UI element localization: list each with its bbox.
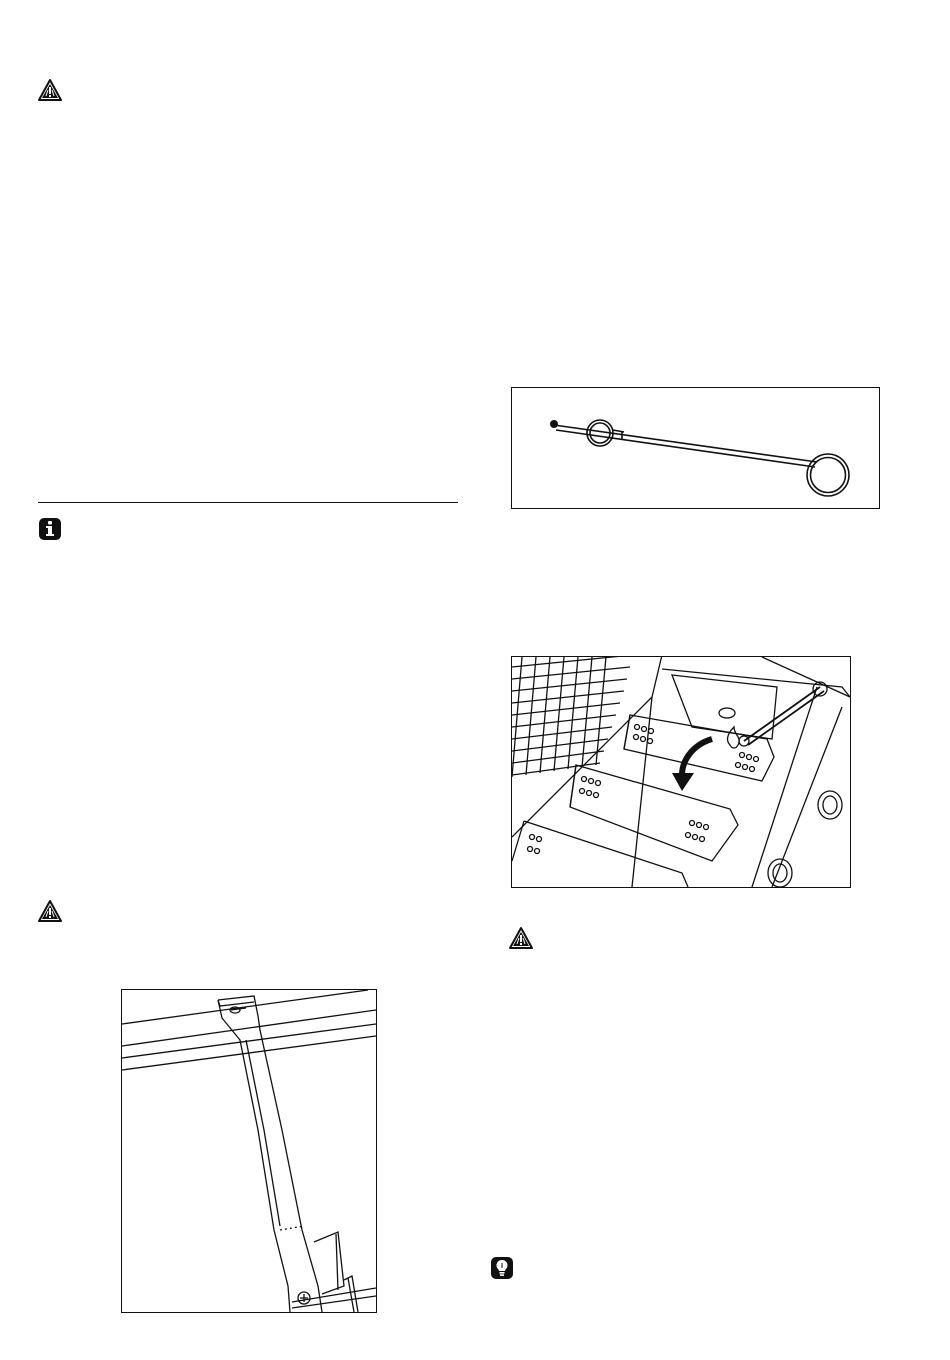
burner-tube-figure [121, 989, 377, 1313]
info-icon [38, 517, 62, 541]
section-divider [38, 502, 458, 503]
flame-tamer-install-figure [511, 656, 851, 888]
warning-triangle-icon [38, 78, 62, 102]
warning-triangle-icon [509, 926, 533, 950]
warning-triangle-icon [38, 899, 62, 923]
igniter-wire-figure [511, 387, 880, 509]
lightbulb-tip-icon [490, 1256, 514, 1280]
